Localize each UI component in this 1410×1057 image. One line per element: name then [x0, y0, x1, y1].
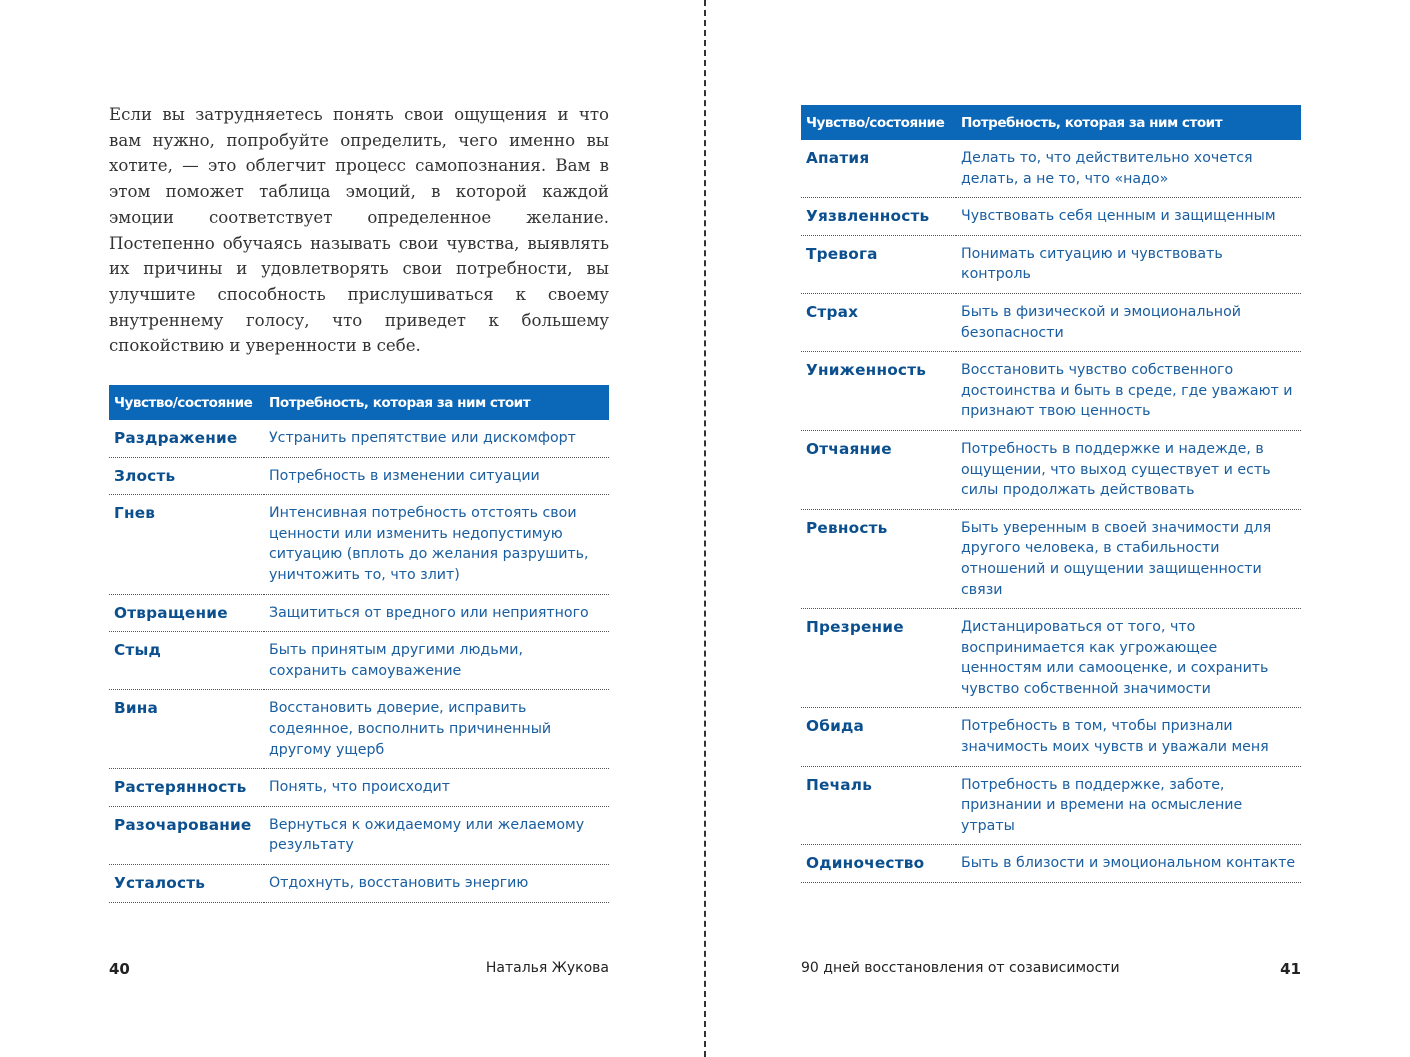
table-row — [801, 708, 1301, 766]
feeling-cell: Отвращение — [109, 594, 264, 632]
table-row — [801, 609, 1301, 708]
feeling-cell: Растерянность — [109, 769, 264, 807]
table-row — [801, 509, 1301, 608]
need-cell: Быть уверенным в своей значимости для другого человека, в стабильности отношений и ощущении защищенности связи — [956, 509, 1301, 608]
feeling-cell: Печаль — [801, 766, 956, 845]
feeling-cell: Униженность — [801, 352, 956, 431]
feeling-cell: Апатия — [801, 140, 956, 198]
feeling-cell: Страх — [801, 293, 956, 351]
need-cell: Быть принятым другими людьми, сохранить самоуважение — [264, 632, 609, 690]
feeling-cell: Тревога — [801, 235, 956, 293]
table-row — [109, 457, 609, 495]
table-row — [109, 769, 609, 807]
need-cell: Чувствовать себя ценным и защищенным — [956, 198, 1301, 236]
need-cell: Делать то, что действительно хочется делать, а не то, что «надо» — [956, 140, 1301, 198]
need-cell: Восстановить доверие, исправить содеянное, восполнить причиненный другому ущерб — [264, 690, 609, 769]
emotions-table-left — [109, 385, 609, 903]
table-row — [109, 594, 609, 632]
intro-paragraph: Если вы затрудняетесь понять свои ощущения и что вам нужно, попробуйте определить, чего именно вы хотите, — это облегчит процесс самопознания. Вам в этом поможет таблица эмоций, в которой каждой эмоции соответствует определенное желание. Постепенно обучаясь называть свои чувства, выявлять их причины и удовлетворять свои потребности, вы улучшите способность прислушиваться к своему внутреннему голосу, что приведет к большему спокойствию и уверенности в себе. — [109, 105, 609, 356]
feeling-cell: Одиночество — [801, 845, 956, 883]
table-header-row — [801, 105, 1301, 140]
table-body-left — [109, 420, 609, 902]
feeling-cell: Презрение — [801, 609, 956, 708]
table-row — [801, 766, 1301, 845]
running-head-title: 90 дней восстановления от созависимости — [801, 960, 1120, 976]
table-row — [109, 495, 609, 594]
need-cell: Защититься от вредного или неприятного — [264, 594, 609, 632]
need-cell: Понимать ситуацию и чувствовать контроль — [956, 235, 1301, 293]
table-row — [109, 420, 609, 457]
table-row — [801, 140, 1301, 198]
table-row — [801, 845, 1301, 883]
header-need: Потребность, которая за ним стоит — [956, 105, 1301, 140]
header-need: Потребность, которая за ним стоит — [264, 385, 609, 420]
feeling-cell: Обида — [801, 708, 956, 766]
table-header-row — [109, 385, 609, 420]
page-number-left: 40 — [109, 960, 130, 978]
table-row — [109, 806, 609, 864]
table-row — [801, 430, 1301, 509]
feeling-cell: Разочарование — [109, 806, 264, 864]
table-row — [109, 864, 609, 902]
feeling-cell: Стыд — [109, 632, 264, 690]
table-body-right — [801, 140, 1301, 883]
need-cell: Дистанцироваться от того, что воспринимается как угрожающее ценностям или самооценке, и сохранить чувство собственной значимости — [956, 609, 1301, 708]
feeling-cell: Злость — [109, 457, 264, 495]
need-cell: Устранить препятствие или дискомфорт — [264, 420, 609, 457]
header-feeling: Чувство/состояние — [801, 105, 956, 140]
need-cell: Потребность в поддержке, заботе, признании и времени на осмысление утраты — [956, 766, 1301, 845]
need-cell: Потребность в изменении ситуации — [264, 457, 609, 495]
table-row — [801, 235, 1301, 293]
need-cell: Восстановить чувство собственного достоинства и быть в среде, где уважают и признают твою ценность — [956, 352, 1301, 431]
need-cell: Отдохнуть, восстановить энергию — [264, 864, 609, 902]
need-cell: Потребность в том, чтобы признали значимость моих чувств и уважали меня — [956, 708, 1301, 766]
page-divider — [704, 0, 706, 1057]
need-cell: Быть в близости и эмоциональном контакте — [956, 845, 1301, 883]
need-cell: Быть в физической и эмоциональной безопасности — [956, 293, 1301, 351]
table-row — [801, 293, 1301, 351]
feeling-cell: Уязвленность — [801, 198, 956, 236]
emotions-table-right — [801, 105, 1301, 883]
feeling-cell: Раздражение — [109, 420, 264, 457]
feeling-cell: Вина — [109, 690, 264, 769]
feeling-cell: Гнев — [109, 495, 264, 594]
table-row — [801, 198, 1301, 236]
feeling-cell: Отчаяние — [801, 430, 956, 509]
table-row — [109, 632, 609, 690]
feeling-cell: Ревность — [801, 509, 956, 608]
running-head-author: Наталья Жукова — [485, 960, 609, 976]
need-cell: Потребность в поддержке и надежде, в ощущении, что выход существует и есть силы продолжать действовать — [956, 430, 1301, 509]
header-feeling: Чувство/состояние — [109, 385, 264, 420]
feeling-cell: Усталость — [109, 864, 264, 902]
table-row — [109, 690, 609, 769]
table-row — [801, 352, 1301, 431]
need-cell: Вернуться к ожидаемому или желаемому результату — [264, 806, 609, 864]
page-number-right: 41 — [1280, 960, 1301, 978]
need-cell: Понять, что происходит — [264, 769, 609, 807]
need-cell: Интенсивная потребность отстоять свои ценности или изменить недопустимую ситуацию (вплоть до желания разрушить, уничтожить то, что злит) — [264, 495, 609, 594]
